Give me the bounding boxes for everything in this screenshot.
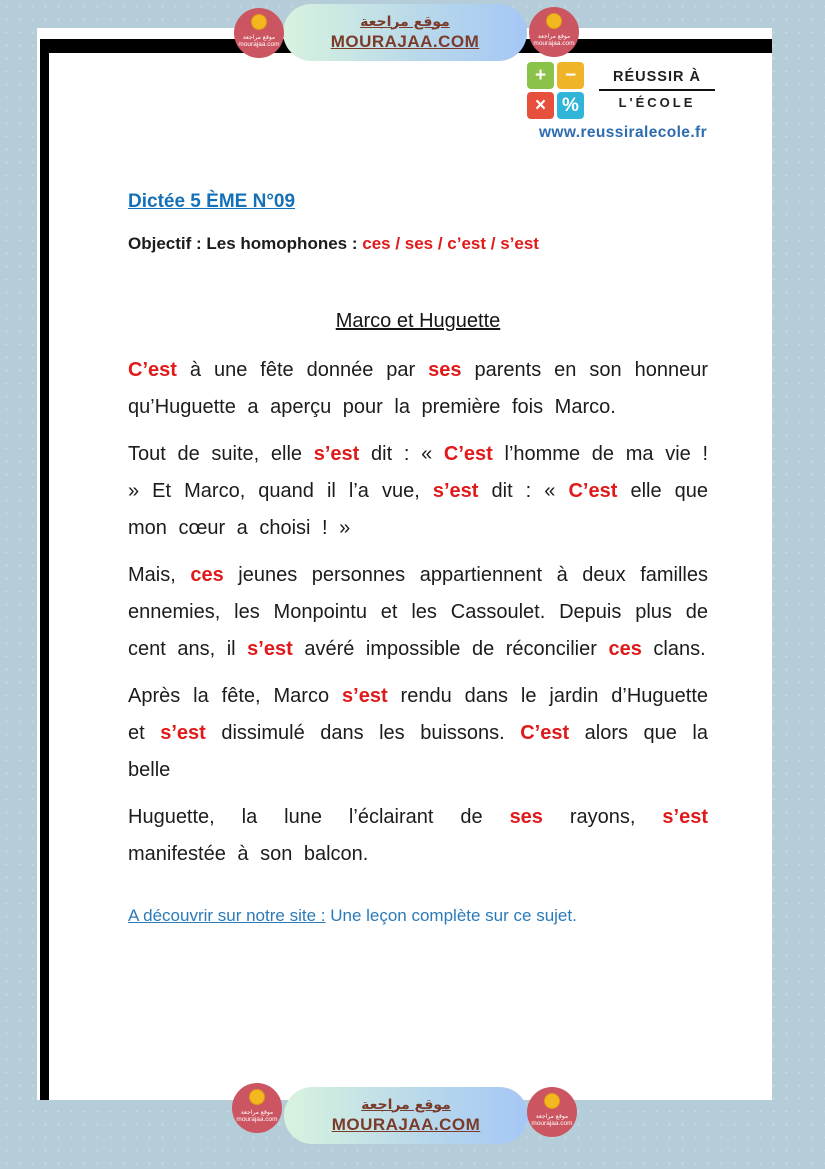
homophone-highlight: ces <box>608 638 642 660</box>
site-note-text: Une leçon complète sur ce sujet. <box>325 906 577 925</box>
logo-row <box>527 62 719 119</box>
paragraph-text: elle que mon cœur a choisi ! » <box>128 480 709 539</box>
badge-domain-text: mourajaa.com <box>236 1116 278 1123</box>
mourajaa-badge <box>527 1087 577 1137</box>
paragraph-text: avéré impossible de réconcilier <box>292 638 609 660</box>
badge-arabic-text: موقع مراجعة <box>537 33 571 40</box>
paragraph-text: à une fête donnée par <box>176 359 429 381</box>
dictation-paragraph <box>128 352 708 426</box>
homophone-highlight: ses <box>428 359 462 381</box>
objective-homophones: ces / ses / c’est / s’est <box>362 234 539 253</box>
reussir-ecole-logo <box>527 62 719 142</box>
homophone-highlight: s’est <box>313 443 360 465</box>
logo-text-block <box>597 62 717 119</box>
paragraph-text: manifestée à son balcon. <box>128 843 369 865</box>
mourajaa-badge <box>234 8 284 58</box>
logo-divider <box>599 89 715 91</box>
homophone-highlight: s’est <box>247 638 293 660</box>
paragraph-text: jeunes personnes appartiennent à deux familles ennemies, les Monpointu et les Cassoulet. Depuis plus de cent ans, il <box>128 564 708 660</box>
story-title: Marco et Huguette <box>335 310 501 332</box>
paragraph-text: Tout de suite, elle <box>128 443 314 465</box>
homophone-highlight: s’est <box>342 685 388 707</box>
badge-arabic-text: موقع مراجعة <box>535 1113 569 1120</box>
badge-book-icon <box>544 1093 560 1109</box>
logo-math-squares <box>527 62 584 119</box>
paragraph-text: parents en son honneur qu’Huguette a aperçu pour la première fois Marco. <box>128 359 708 418</box>
badge-domain-text: mourajaa.com <box>531 1120 573 1127</box>
homophone-highlight: ses <box>509 806 543 828</box>
badge-book-icon <box>251 14 267 30</box>
badge-domain-text: mourajaa.com <box>238 41 280 48</box>
homophone-highlight: s’est <box>662 806 709 828</box>
dictation-paragraph <box>128 678 708 789</box>
mourajaa-badge <box>232 1083 282 1133</box>
dictation-paragraph <box>128 557 708 668</box>
plus-sign-icon: + <box>527 62 554 89</box>
paragraph-text: rendu dans le jardin d’Huguette et <box>128 685 708 744</box>
badge-arabic-text: موقع مراجعة <box>242 34 276 41</box>
page-border-left <box>40 39 49 1100</box>
homophone-highlight: ces <box>190 564 224 586</box>
mourajaa-badge <box>529 7 579 57</box>
homophone-highlight: s’est <box>160 722 206 744</box>
banner-site-link[interactable]: MOURAJAA.COM <box>330 31 480 51</box>
badge-book-icon <box>249 1089 265 1105</box>
dictation-text <box>128 352 708 873</box>
document-page <box>37 28 772 1100</box>
paragraph-text: dit : « <box>478 480 569 502</box>
logo-website-link[interactable]: www.reussiralecole.fr <box>538 124 708 141</box>
document-content <box>128 191 708 926</box>
document-title: Dictée 5 ÈME N°09 <box>128 191 296 212</box>
homophone-highlight: C’est <box>520 722 570 744</box>
banner-site-link[interactable]: MOURAJAA.COM <box>331 1114 481 1134</box>
objective-label: Objectif : Les homophones : <box>128 234 363 253</box>
banner-arabic-title: موقع مراجعة <box>361 1096 451 1113</box>
banner-arabic-title: موقع مراجعة <box>360 13 450 30</box>
badge-arabic-text: موقع مراجعة <box>240 1109 274 1116</box>
logo-title-line1: RÉUSSIR À <box>613 69 701 85</box>
dictation-paragraph <box>128 436 708 547</box>
badge-book-icon <box>546 13 562 29</box>
site-note <box>128 906 708 926</box>
dictation-paragraph <box>128 799 708 873</box>
objective-line <box>128 234 708 254</box>
minus-sign-icon: − <box>557 62 584 89</box>
paragraph-text: rayons, <box>542 806 663 828</box>
logo-title-line2: L'ÉCOLE <box>618 95 696 110</box>
homophone-highlight: C’est <box>128 359 177 381</box>
mourajaa-banner-bottom[interactable] <box>284 1087 528 1144</box>
paragraph-text: Après la fête, Marco <box>128 685 343 707</box>
multiply-sign-icon: × <box>527 92 554 119</box>
paragraph-text: dit : « <box>359 443 444 465</box>
homophone-highlight: s’est <box>432 480 479 502</box>
paragraph-text: Mais, <box>128 564 191 586</box>
homophone-highlight: C’est <box>443 443 493 465</box>
site-note-link[interactable]: A découvrir sur notre site : <box>128 906 326 925</box>
homophone-highlight: C’est <box>568 480 618 502</box>
mourajaa-banner-top[interactable] <box>283 4 527 61</box>
paragraph-text: l’homme de ma vie ! » Et Marco, quand il l’a vue, <box>128 443 709 502</box>
divide-sign-icon: % <box>557 92 584 119</box>
paragraph-text: alors que la belle <box>128 722 708 781</box>
paragraph-text: dissimulé dans les buissons. <box>205 722 521 744</box>
paragraph-text: clans. <box>641 638 706 660</box>
badge-domain-text: mourajaa.com <box>533 40 575 47</box>
paragraph-text: Huguette, la lune l’éclairant de <box>128 806 510 828</box>
